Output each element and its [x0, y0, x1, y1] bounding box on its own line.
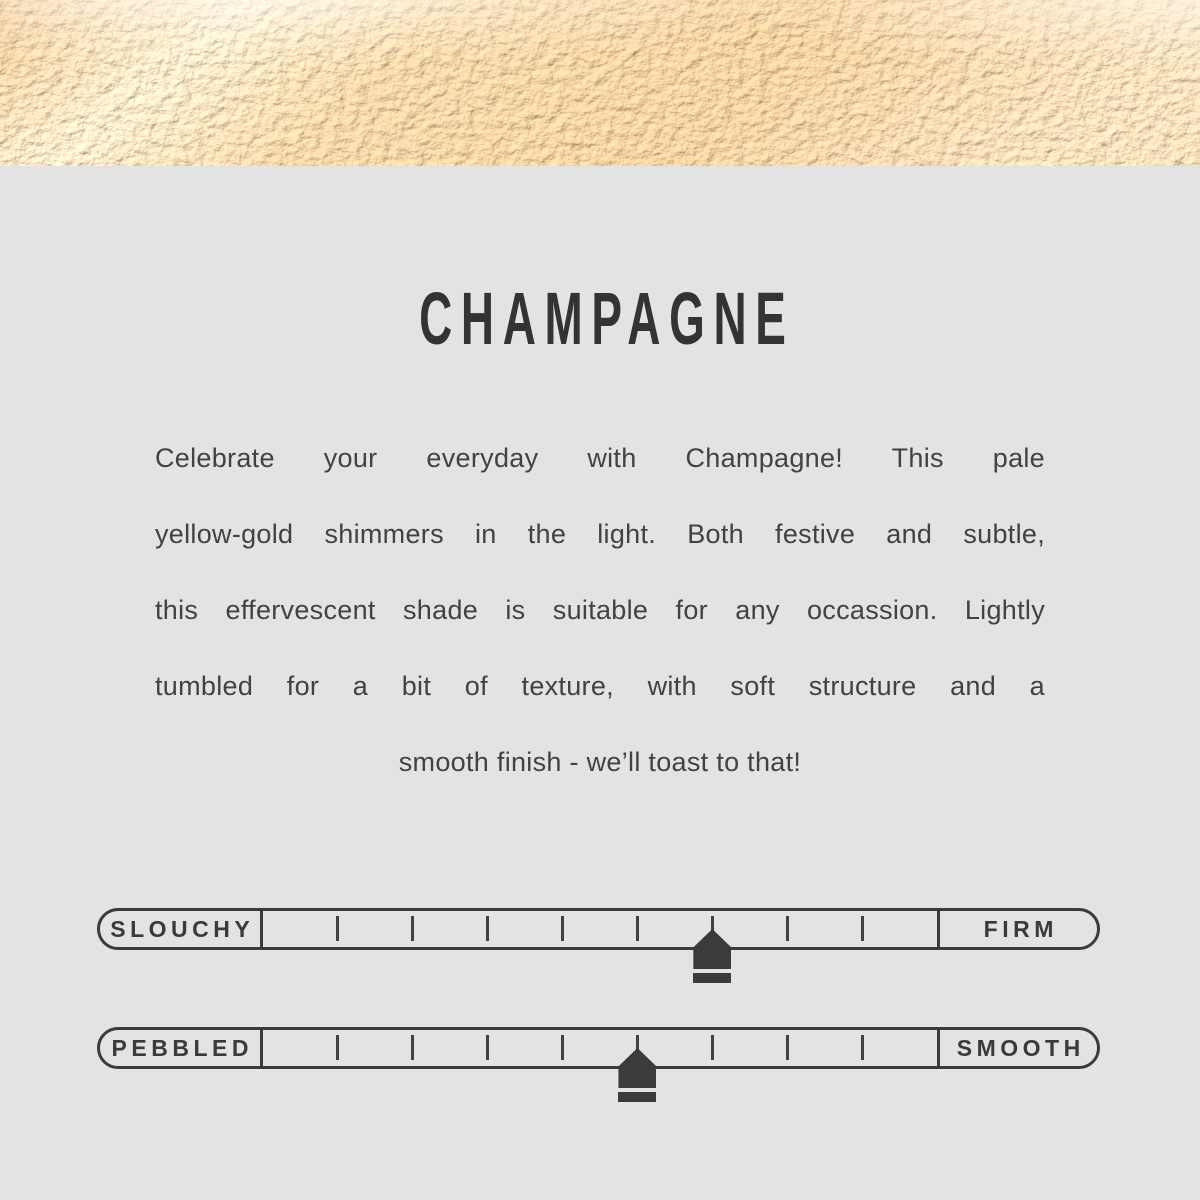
scale-tick	[636, 916, 639, 941]
scale-tick	[411, 916, 414, 941]
scale-tick	[861, 916, 864, 941]
marker-head	[693, 929, 731, 969]
texture-scale	[97, 1027, 1100, 1069]
leather-texture-graphic	[0, 0, 1200, 166]
description-line: smooth finish - we’ll toast to that!	[398, 747, 802, 777]
scale-tick	[336, 916, 339, 941]
description-line: tumbled for a bit of texture, with soft structure and a	[155, 671, 1045, 701]
description-line: this effervescent shade is suitable for any occassion. Lightly	[155, 595, 1045, 625]
texture-scale-left-cell	[100, 1030, 263, 1066]
pebbled-label: PEBBLED	[111, 1034, 253, 1061]
structure-scale-right-cell	[937, 911, 1097, 947]
texture-scale-track	[263, 1030, 937, 1066]
color-name-text: CHAMPAGNE	[419, 277, 795, 360]
structure-scale-track	[263, 911, 937, 947]
scale-tick	[786, 1035, 789, 1060]
scale-tick	[411, 1035, 414, 1060]
scale-tick	[486, 916, 489, 941]
description-line: Celebrate your everyday with Champagne! This pale	[155, 443, 1045, 473]
scale-tick	[561, 1035, 564, 1060]
structure-scale	[97, 908, 1100, 950]
structure-scale-marker-icon	[693, 929, 731, 983]
leather-swatch-image	[0, 0, 1200, 166]
slouchy-label: SLOUCHY	[110, 915, 255, 942]
smooth-label: SMOOTH	[956, 1034, 1085, 1061]
structure-scale-left-cell	[100, 911, 263, 947]
scale-tick	[336, 1035, 339, 1060]
scale-tick	[711, 1035, 714, 1060]
scale-tick	[861, 1035, 864, 1060]
marker-head	[618, 1048, 656, 1088]
scale-tick	[486, 1035, 489, 1060]
marker-base	[693, 973, 731, 983]
scale-tick	[786, 916, 789, 941]
description-line: yellow-gold shimmers in the light. Both festive and subtle,	[155, 519, 1045, 549]
color-description	[155, 420, 1045, 800]
firm-label: FIRM	[983, 915, 1058, 942]
texture-scale-right-cell	[937, 1030, 1097, 1066]
texture-scale-marker-icon	[618, 1048, 656, 1102]
page-title	[0, 276, 1200, 362]
scale-tick	[561, 916, 564, 941]
marker-base	[618, 1092, 656, 1102]
